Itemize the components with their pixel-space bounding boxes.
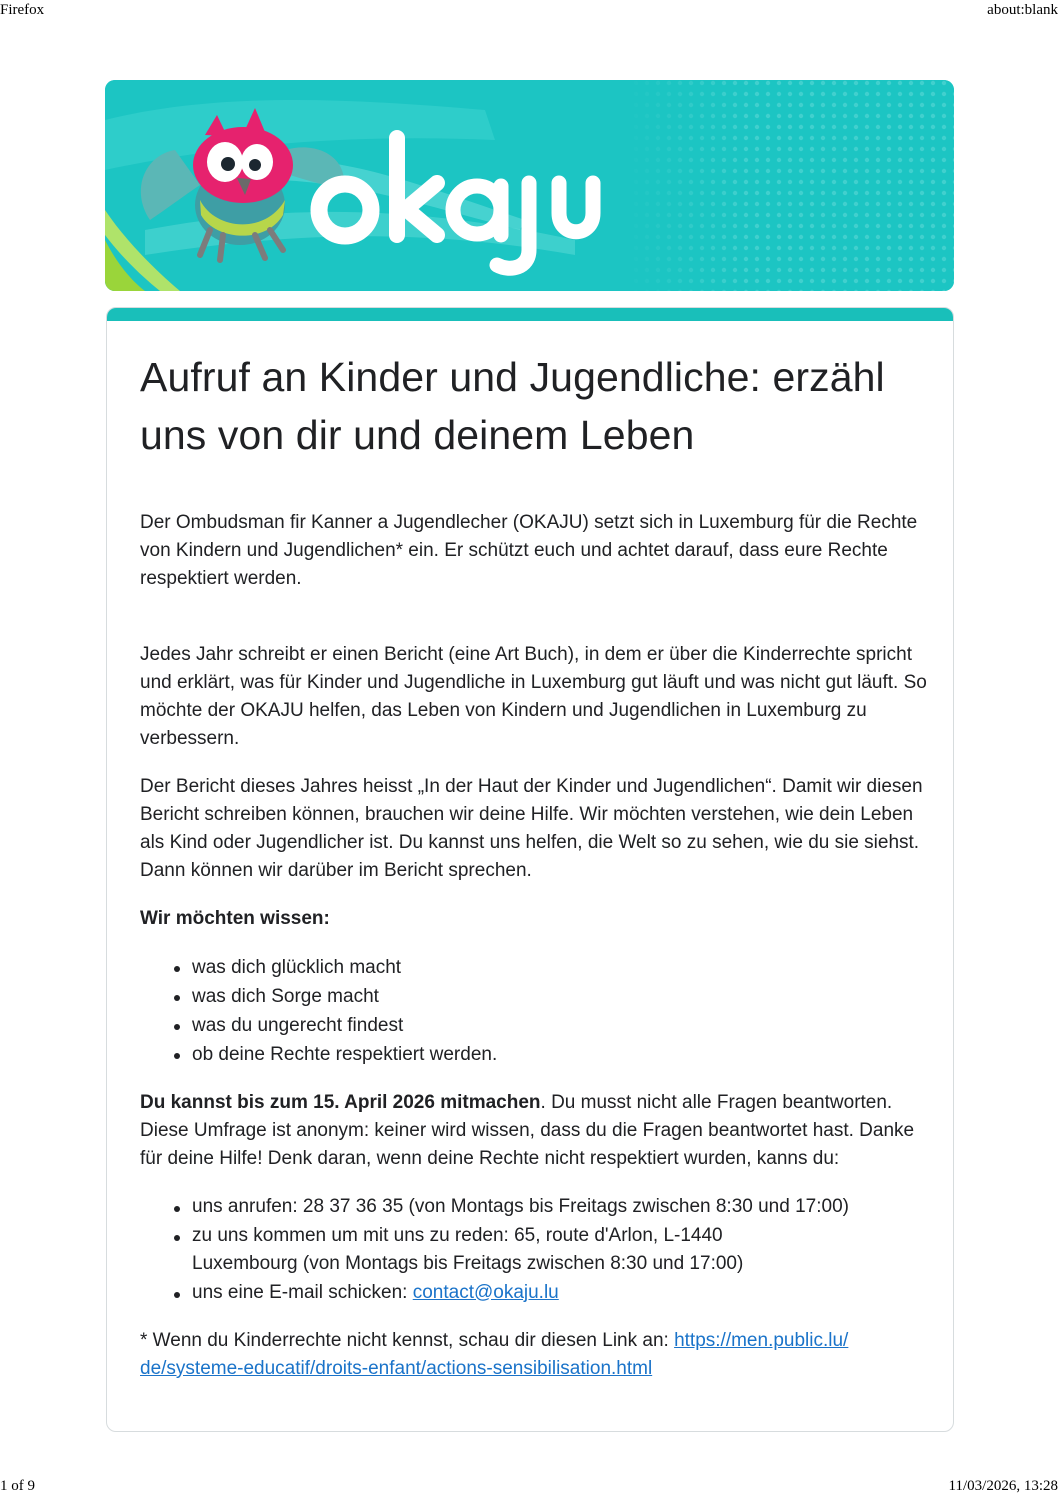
contact-visit-line2: Luxembourg (von Montags bis Freitags zwischen 8:30 und 17:00) [192, 1253, 744, 1274]
wish-list [140, 953, 930, 1069]
banner-artwork [105, 80, 954, 291]
print-timestamp: 11/03/2026, 13:28 [948, 1478, 1058, 1494]
contact-list [140, 1193, 930, 1307]
email-prefix: uns eine E-mail schicken: [192, 1281, 413, 1303]
page-counter: 1 of 9 [0, 1478, 35, 1494]
footnote-prefix: * Wenn du Kinderrechte nicht kennst, schau dir diesen Link an: [140, 1330, 675, 1351]
article-content [140, 348, 930, 1383]
okaju-banner [105, 80, 954, 291]
list-item: was du ungerecht findest [174, 1011, 930, 1040]
deadline-text: . Du musst nicht alle Fragen beantworten. Diese Umfrage ist anonym: keiner wird wissen, dass du die Fragen beantwortet hast. Danke für deine Hilfe! Denk daran, wenn deine Rechte nicht respektiert wurden, kanns du: [140, 1092, 915, 1169]
deadline-bold: Du kannst bis zum 15. April 2026 mitmachen [140, 1092, 541, 1113]
article-card [106, 307, 954, 1432]
footnote-paragraph [140, 1327, 930, 1383]
report-paragraph: Jedes Jahr schreibt er einen Bericht (eine Art Buch), in dem er über die Kinderrechte spricht und erklärt, was für Kinder und Jugendliche in Luxemburg gut läuft und was nicht gut läuft. So möchte der OKAJU helfen, das Leben von Kindern und Jugendlichen in Luxemburg zu verbessern. [140, 644, 927, 749]
print-header-left: Firefox [0, 2, 45, 18]
intro-paragraph: Der Ombudsman fir Kanner a Jugendlecher (OKAJU) setzt sich in Luxemburg für die Rechte von Kindern und Jugendlichen* ein. Er schützt euch und achtet darauf, dass eure Rechte respektiert werden. [140, 512, 918, 589]
list-item: was dich glücklich macht [174, 953, 930, 982]
contact-visit-line1: zu uns kommen um mit uns zu reden: 65, route d'Arlon, L-1440 [192, 1224, 723, 1246]
print-header-right: about:blank [987, 2, 1058, 18]
list-item: ob deine Rechte respektiert werden. [174, 1040, 930, 1069]
rights-link-part2: de/systeme-educatif/droits-enfant/actions-sensibilisation.html [140, 1358, 653, 1379]
card-top-accent [107, 308, 953, 321]
contact-visit [174, 1222, 930, 1279]
list-item: was dich Sorge macht [174, 982, 930, 1011]
deadline-paragraph [140, 1089, 930, 1173]
email-link[interactable]: contact@okaju.lu [412, 1281, 559, 1303]
article-title: Aufruf an Kinder und Jugendliche: erzähl uns von dir und deinem Leben [140, 354, 885, 458]
contact-call: uns anrufen: 28 37 36 35 (von Montags bis Freitags zwischen 8:30 und 17:00) [174, 1193, 930, 1222]
contact-email [174, 1279, 930, 1308]
wish-heading: Wir möchten wissen: [140, 908, 330, 929]
report-title-paragraph: Der Bericht dieses Jahres heisst „In der Haut der Kinder und Jugendlichen“. Damit wir diesen Bericht schreiben können, brauchen wir deine Hilfe. Wir möchten verstehen, wie dein Leben als Kind oder Jugendlicher ist. Du kannst uns helfen, die Welt so zu sehen, wie du sie siehst. Dann können wir darüber im Bericht sprechen. [140, 776, 923, 881]
rights-link-part1: https://men.public.lu/ [674, 1330, 849, 1351]
